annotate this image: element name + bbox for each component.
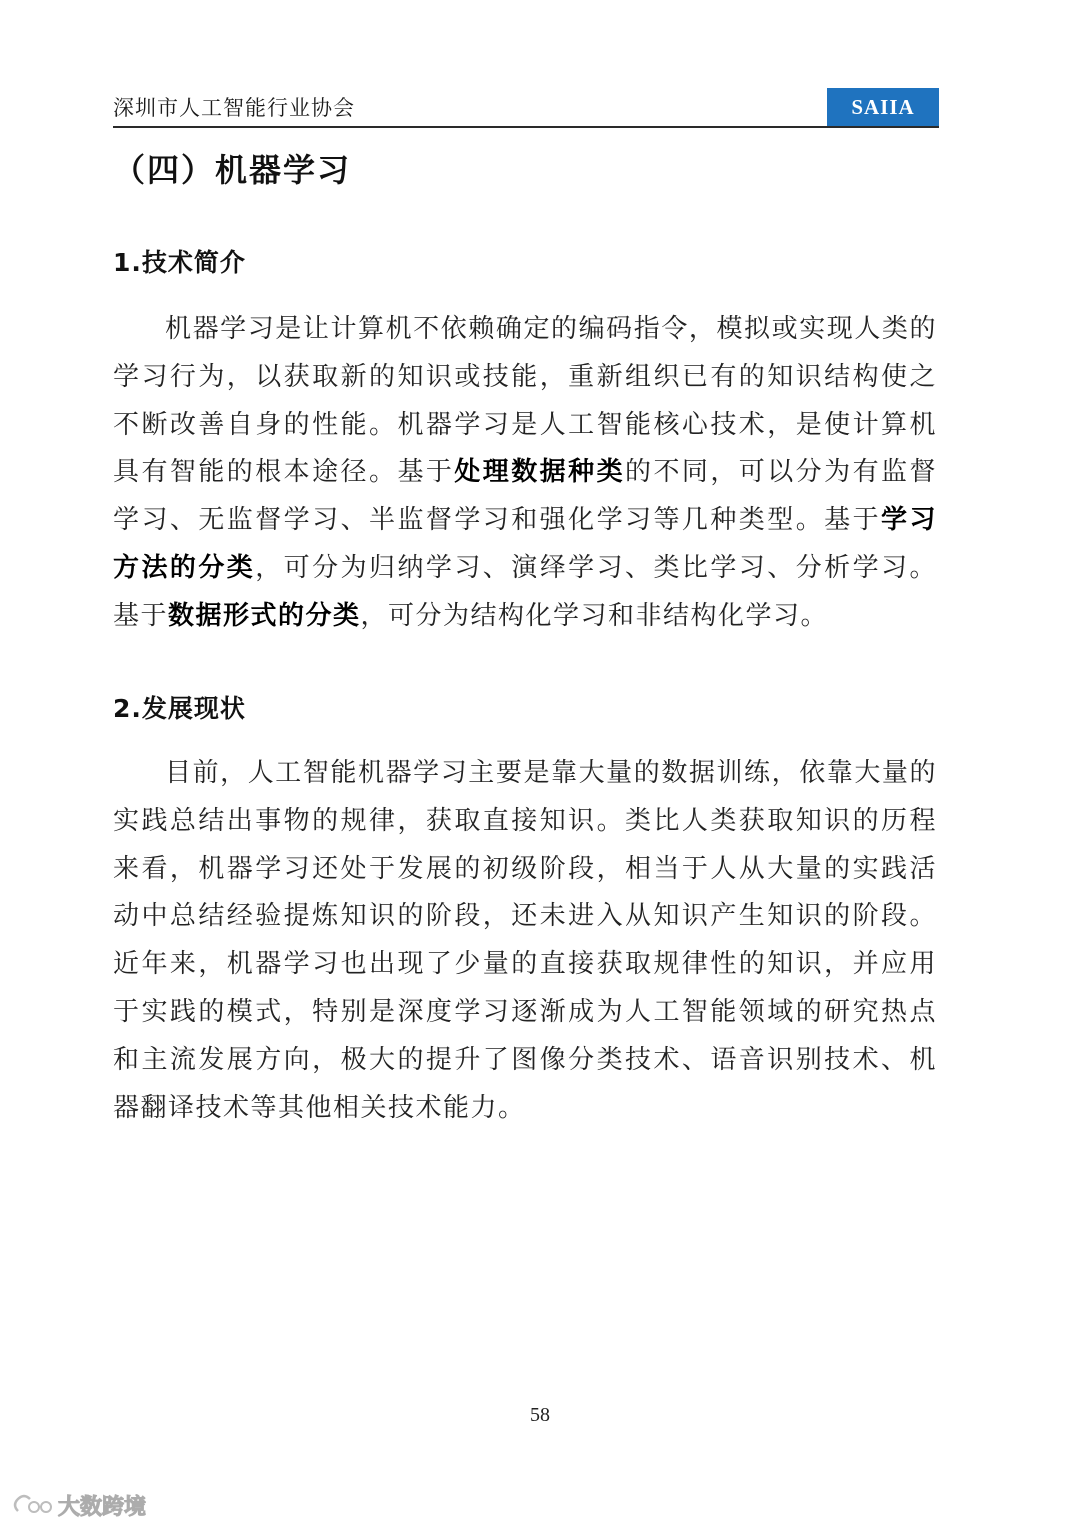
page-header — [113, 88, 939, 128]
watermark-logo-icon — [10, 1491, 54, 1519]
section-title: （四）机器学习 — [113, 151, 352, 189]
watermark — [10, 1490, 146, 1520]
watermark-text: 大数跨境 — [58, 1494, 147, 1520]
intro-heading: 1.技术简介 — [113, 248, 246, 277]
intro-bold-1: 处理数据种类 — [454, 457, 626, 488]
org-badge: SAIIA — [827, 88, 939, 126]
intro-text-1: 机器学习是让计算机不依赖确定的编码指令，模拟或实现人类的学习行为，以获取新的知识或技能，重新组织已有的知识结构使之不断改善自身的性能。机器学习是人工智能核心技术，是使计算机具有智能的根本途径。基于 — [113, 314, 937, 488]
status-paragraph: 目前，人工智能机器学习主要是靠大量的数据训练，依靠大量的实践总结出事物的规律，获取直接知识。类比人类获取知识的历程来看，机器学习还处于发展的初级阶段，相当于人从大量的实践活动中总结经验提炼知识的阶段，还未进入从知识产生知识的阶段。近年来，机器学习也出现了少量的直接获取规律性的知识，并应用于实践的模式，特别是深度学习逐渐成为人工智能领域的研究热点和主流发展方向，极大的提升了图像分类技术、语音识别技术、机器翻译技术等其他相关技术能力。 — [113, 758, 937, 1123]
intro-text-3: ，可分为归纳学习、演绎学习、类比学习、分析学习。基于 — [113, 552, 937, 631]
intro-text-2: 的不同，可以分为有监督学习、无监督学习、半监督学习和强化学习等几种类型。基于 — [113, 457, 937, 536]
intro-text-4: ，可分为结构化学习和非结构化学习。 — [360, 600, 829, 631]
org-name: 深圳市人工智能行业协会 — [113, 96, 355, 120]
page-number: 58 — [530, 1404, 550, 1426]
intro-paragraph — [113, 306, 937, 641]
intro-bold-3: 数据形式的分类 — [168, 600, 361, 631]
intro-bold-2: 学习方法的分类 — [113, 505, 937, 583]
status-heading: 2.发展现状 — [113, 694, 246, 723]
